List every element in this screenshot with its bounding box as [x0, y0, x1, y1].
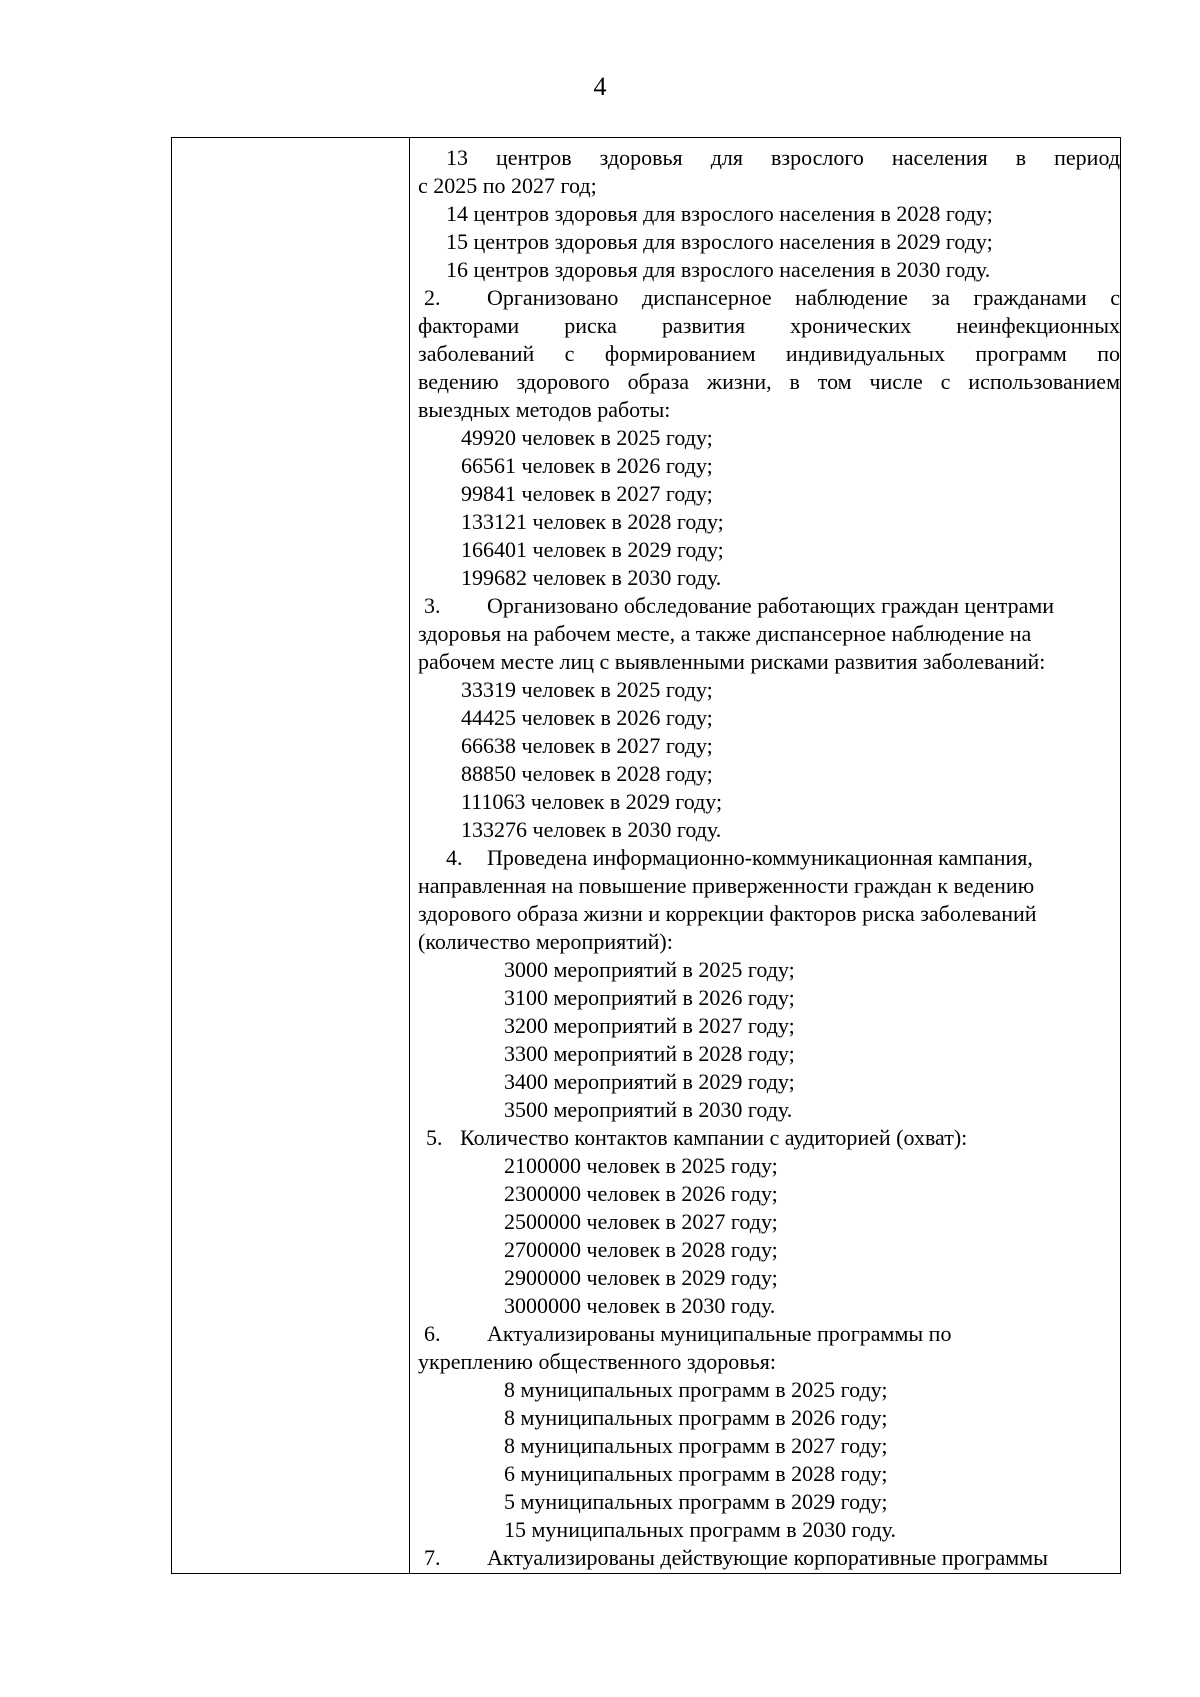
- item-number: 5.: [426, 1125, 443, 1150]
- text-line: (количество мероприятий):: [418, 929, 673, 954]
- item-number: 6.: [424, 1321, 441, 1346]
- text-line: 3200 мероприятий в 2027 году;: [504, 1013, 795, 1038]
- table-right-cell: [410, 138, 1120, 1573]
- text-line: 2700000 человек в 2028 году;: [504, 1237, 778, 1262]
- text-line: направленная на повышение приверженности граждан к ведению: [418, 873, 1035, 898]
- text-line: 166401 человек в 2029 году;: [461, 537, 724, 562]
- table-left-cell: [172, 138, 410, 1573]
- text-line: Актуализированы муниципальные программы по: [487, 1321, 952, 1346]
- text-line: 66561 человек в 2026 году;: [461, 453, 713, 478]
- text-line: ведению здорового образа жизни, в том числе с использованием: [418, 369, 1120, 394]
- text-line: 199682 человек в 2030 году.: [461, 565, 722, 590]
- text-line: 133121 человек в 2028 году;: [461, 509, 724, 534]
- text-line: 133276 человек в 2030 году.: [461, 817, 722, 842]
- page-number: 4: [593, 72, 607, 101]
- text-line: 14 центров здоровья для взрослого населения в 2028 году;: [446, 201, 993, 226]
- text-line: 33319 человек в 2025 году;: [461, 677, 713, 702]
- text-line: 3100 мероприятий в 2026 году;: [504, 985, 795, 1010]
- text-line: здорового образа жизни и коррекции факторов риска заболеваний: [418, 901, 1037, 926]
- text-line: факторами риска развития хронических неинфекционных: [418, 313, 1120, 338]
- text-line: укреплению общественного здоровья:: [418, 1349, 776, 1374]
- text-line: 8 муниципальных программ в 2027 году;: [504, 1433, 888, 1458]
- text-line: здоровья на рабочем месте, а также диспансерное наблюдение на: [418, 621, 1032, 646]
- text-line: 2300000 человек в 2026 году;: [504, 1181, 778, 1206]
- text-line: 3400 мероприятий в 2029 году;: [504, 1069, 795, 1094]
- text-line: 5 муниципальных программ в 2029 году;: [504, 1489, 888, 1514]
- item-number: 2.: [424, 285, 441, 310]
- item-number: 4.: [446, 845, 463, 870]
- text-line: 15 центров здоровья для взрослого населения в 2029 году;: [446, 229, 993, 254]
- text-line: 8 муниципальных программ в 2026 году;: [504, 1405, 888, 1430]
- text-line: 3300 мероприятий в 2028 году;: [504, 1041, 795, 1066]
- text-line: 99841 человек в 2027 году;: [461, 481, 713, 506]
- item-number: 3.: [424, 593, 441, 618]
- text-line: 3000 мероприятий в 2025 году;: [504, 957, 795, 982]
- text-line: заболеваний с формированием индивидуальных программ по: [418, 341, 1120, 366]
- text-line: 16 центров здоровья для взрослого населения в 2030 году.: [446, 257, 991, 282]
- text-line: 6 муниципальных программ в 2028 году;: [504, 1461, 888, 1486]
- text-line: 49920 человек в 2025 году;: [461, 425, 713, 450]
- text-line: 88850 человек в 2028 году;: [461, 761, 713, 786]
- text-line: Количество контактов кампании с аудиторией (охват):: [460, 1125, 968, 1150]
- item-number: 7.: [424, 1545, 441, 1570]
- text-line: Проведена информационно-коммуникационная кампания,: [487, 845, 1033, 870]
- text-line: с 2025 по 2027 год;: [418, 173, 597, 198]
- text-line: 2500000 человек в 2027 году;: [504, 1209, 778, 1234]
- text-line: 13 центров здоровья для взрослого населения в период: [446, 145, 1120, 170]
- text-line: Актуализированы действующие корпоративные программы: [487, 1545, 1048, 1570]
- text-line: 66638 человек в 2027 году;: [461, 733, 713, 758]
- text-line: 8 муниципальных программ в 2025 году;: [504, 1377, 888, 1402]
- text-line: Организовано диспансерное наблюдение за гражданами с: [487, 285, 1120, 310]
- text-line: 2100000 человек в 2025 году;: [504, 1153, 778, 1178]
- document-table: [171, 137, 1121, 1574]
- text-line: 2900000 человек в 2029 году;: [504, 1265, 778, 1290]
- text-line: выездных методов работы:: [418, 397, 671, 422]
- text-line: 3500 мероприятий в 2030 году.: [504, 1097, 793, 1122]
- text-line: 3000000 человек в 2030 году.: [504, 1293, 776, 1318]
- text-line: 111063 человек в 2029 году;: [461, 789, 723, 814]
- text-line: 15 муниципальных программ в 2030 году.: [504, 1517, 896, 1542]
- text-line: 44425 человек в 2026 году;: [461, 705, 713, 730]
- text-line: Организовано обследование работающих граждан центрами: [487, 593, 1055, 618]
- text-line: рабочем месте лиц с выявленными рисками развития заболеваний:: [418, 649, 1046, 674]
